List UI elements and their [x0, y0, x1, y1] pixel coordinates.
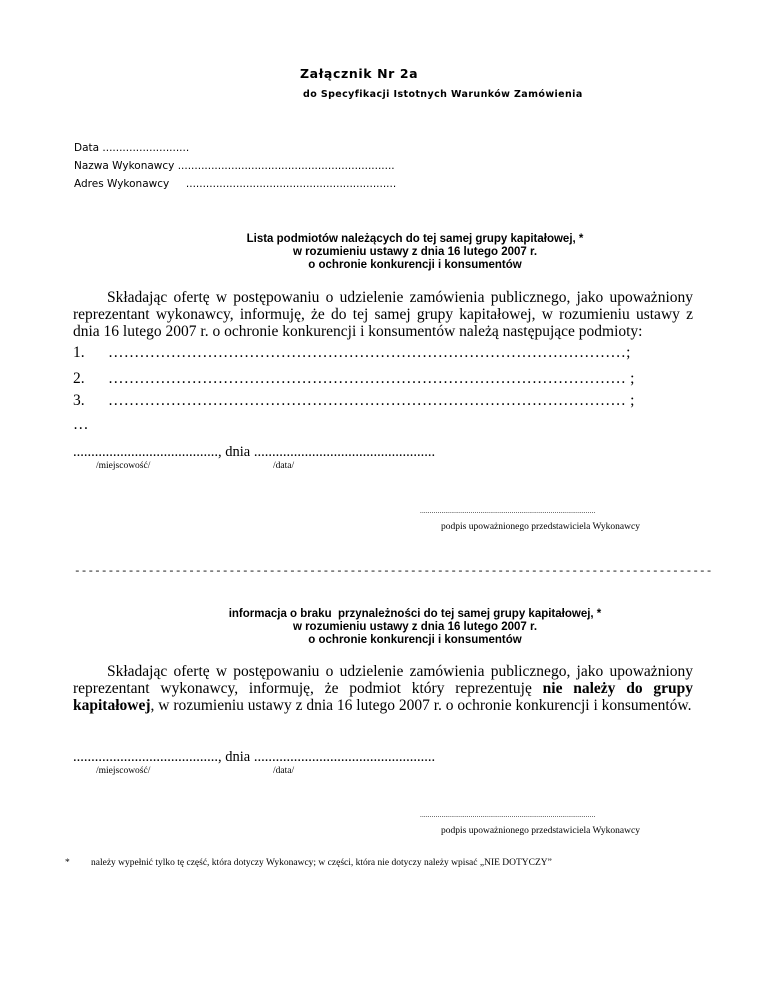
list-item-3-dots: ……………………………………………………………………………………… ; — [108, 392, 635, 409]
list-item-1-number: 1. — [73, 344, 85, 361]
section2-title-line1: informacja o braku przynależności do tej samej grupy kapitałowej, * — [228, 608, 602, 620]
list-item-1-dots: ………………………………………………………………………………………; — [108, 344, 631, 361]
section1-place-date-line: ........................................, dnia .................................................. — [73, 444, 436, 460]
section1-title-line1: Lista podmiotów należących do tej samej grupy kapitałowej, * — [246, 233, 584, 245]
section1-place-caption: /miejscowość/ — [96, 461, 151, 471]
section2-place-caption: /miejscowość/ — [96, 766, 151, 776]
list-ellipsis: … — [73, 416, 89, 433]
section2-paragraph-text-end: , w rozumieniu ustawy z dnia 16 lutego 2007 r. o ochronie konkurencji i konsumentów. — [150, 697, 692, 714]
contractor-name-field: Nazwa Wykonawcy ................................................................. — [74, 160, 395, 172]
section2-paragraph-text-start: Składając ofertę w postępowaniu o udzielenie zamówienia publicznego, jako upoważniony reprezentant wykonawcy, informuję, że podmiot który reprezentuję — [73, 663, 693, 697]
section1-title — [150, 233, 680, 272]
list-item-2-number: 2. — [73, 370, 85, 387]
section2-place-date-line: ........................................, dnia .................................................. — [73, 749, 436, 765]
attachment-title: Załącznik Nr 2a — [300, 66, 419, 81]
section1-title-line2: w rozumieniu ustawy z dnia 16 lutego 2007 r. — [292, 246, 538, 258]
section2-paragraph-bold: nie należy do grupy kapitałowej — [73, 680, 694, 714]
section2-title-line3: o ochronie konkurencji i konsumentów — [308, 634, 522, 646]
list-item-3-number: 3. — [73, 392, 85, 409]
footnote-star: * — [65, 858, 70, 868]
date-field: Data .......................... — [74, 142, 190, 154]
section1-date-caption: /data/ — [273, 461, 295, 471]
footnote — [65, 858, 552, 868]
section2-title-line2: w rozumieniu ustawy z dnia 16 lutego 2007 r. — [292, 621, 538, 633]
section2-signature-caption: podpis upoważnionego przedstawiciela Wykonawcy — [441, 826, 640, 836]
section1-signature-caption: podpis upoważnionego przedstawiciela Wykonawcy — [441, 522, 640, 532]
section2-date-caption: /data/ — [273, 766, 295, 776]
footnote-text: należy wypełnić tylko tę część, która dotyczy Wykonawcy; w części, która nie dotyczy należy wpisać „NIE DOTYCZY” — [91, 858, 552, 868]
section1-signature-line: .......................................................................................... — [420, 507, 596, 515]
list-item-2-dots: ……………………………………………………………………………………… ; — [108, 370, 635, 387]
contractor-address-field: Adres Wykonawcy ............................................................... — [74, 178, 397, 190]
section2-paragraph — [73, 663, 693, 714]
section2-title — [150, 608, 680, 647]
attachment-subtitle: do Specyfikacji Istotnych Warunków Zamówienia — [303, 89, 583, 100]
section-separator: ----------------------------------------------------------------------------------------------- — [74, 566, 713, 578]
section1-paragraph — [73, 289, 693, 340]
section2-signature-line: .......................................................................................... — [420, 811, 596, 819]
section1-title-line3: o ochronie konkurencji i konsumentów — [308, 259, 522, 271]
section1-paragraph-text: Składając ofertę w postępowaniu o udzielenie zamówienia publicznego, jako upoważniony reprezentant wykonawcy, informuję, że do tej samej grupy kapitałowej, w rozumieniu ustawy z dnia 16 lutego 2007 r. o ochronie konkurencji i konsumentów należą następujące podmioty: — [73, 289, 693, 340]
